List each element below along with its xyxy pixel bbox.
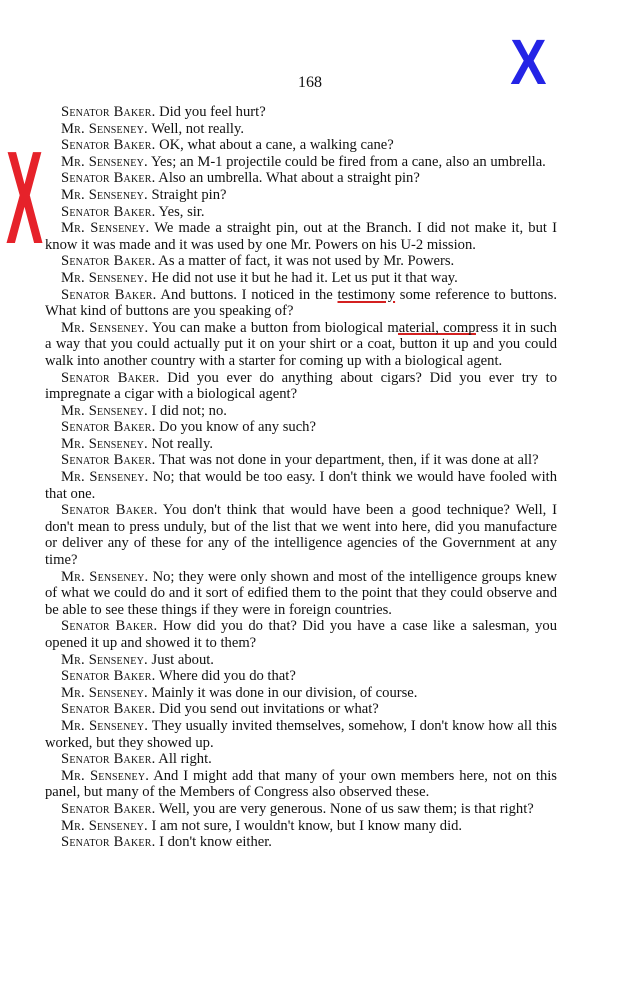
speaker-name: Mr. Senseney. xyxy=(61,269,148,286)
paragraph-13 xyxy=(45,370,557,403)
paragraph-text: Also an umbrella. What about a straight pin? xyxy=(155,170,420,187)
paragraph-17 xyxy=(45,452,557,469)
paragraph-12 xyxy=(45,320,557,370)
handwritten-x-mark-red: X xyxy=(6,124,43,271)
speaker-name: Senator Baker. xyxy=(61,701,156,718)
paragraph-text: That was not done in your department, then, if it was done at all? xyxy=(155,452,539,469)
paragraph-text: He did not use it but he had it. Let us put it that way. xyxy=(147,269,458,286)
paragraph-28 xyxy=(45,768,557,801)
speaker-name: Senator Baker. xyxy=(61,502,158,519)
speaker-name: Mr. Senseney. xyxy=(61,717,149,734)
paragraph-7 xyxy=(45,204,557,221)
speaker-name: Mr. Senseney. xyxy=(61,817,148,834)
paragraph-text: They usually invited themselves, somehow, I don't know how all this worked, but they showed up. xyxy=(45,717,557,751)
paragraph-24 xyxy=(45,685,557,702)
speaker-name: Senator Baker. xyxy=(61,203,156,220)
paragraph-text: You can make a button from biological material, compress it in such a way that you could actually put it on your shirt or a coat, button it up and you could walk into another country with a starter for coming up with a biological agent. xyxy=(45,319,557,369)
speaker-name: Mr. Senseney. xyxy=(61,319,149,336)
paragraph-text: Yes; an M-1 projectile could be fired from a cane, also an umbrella. xyxy=(147,153,546,170)
paragraph-27 xyxy=(45,751,557,768)
speaker-name: Senator Baker. xyxy=(61,104,156,120)
speaker-name: Mr. Senseney. xyxy=(61,684,148,701)
speaker-name: Mr. Senseney. xyxy=(61,153,148,170)
paragraph-23 xyxy=(45,668,557,685)
paragraph-5 xyxy=(45,170,557,187)
paragraph-30 xyxy=(45,818,557,835)
speaker-name: Mr. Senseney. xyxy=(61,767,150,784)
paragraph-21 xyxy=(45,618,557,651)
paragraph-text: Mainly it was done in our division, of course. xyxy=(147,684,418,701)
speaker-name: Senator Baker. xyxy=(61,751,156,768)
speaker-name: Senator Baker. xyxy=(61,170,156,187)
paragraph-text: Did you send out invitations or what? xyxy=(155,701,379,718)
paragraph-text: some reference to buttons. What kind of buttons are you speaking of? xyxy=(45,286,557,320)
paragraph-14 xyxy=(45,403,557,420)
paragraph-text: Straight pin? xyxy=(147,186,227,203)
paragraph-text: As a matter of fact, it was not used by Mr. Powers. xyxy=(155,253,455,270)
paragraph-text: And I might add that many of your own members here, not on this panel, but many of the Members of Congress also observed these. xyxy=(45,767,557,801)
handwritten-x-mark-blue: X xyxy=(510,26,547,98)
paragraph-20 xyxy=(45,569,557,619)
paragraph-18 xyxy=(45,469,557,502)
speaker-name: Senator Baker. xyxy=(61,253,156,270)
paragraph-29 xyxy=(45,801,557,818)
paragraph-text: Not really. xyxy=(147,435,213,452)
paragraph-text: I don't know either. xyxy=(155,834,272,851)
paragraph-text: Well, not really. xyxy=(147,120,244,137)
speaker-name: Senator Baker. xyxy=(61,618,158,635)
speaker-name: Senator Baker. xyxy=(61,137,156,154)
paragraph-text: Well, you are very generous. None of us saw them; is that right? xyxy=(155,800,534,817)
paragraph-22 xyxy=(45,652,557,669)
paragraph-text: Did you ever do anything about cigars? Did you ever try to impregnate a cigar with a biological agent? xyxy=(45,369,557,403)
paragraph-16 xyxy=(45,436,557,453)
speaker-name: Senator Baker. xyxy=(61,369,160,386)
paragraph-25 xyxy=(45,701,557,718)
paragraph-text: Did you feel hurt? xyxy=(155,104,266,120)
speaker-name: Mr. Senseney. xyxy=(61,435,148,452)
paragraph-19 xyxy=(45,502,557,568)
page-number: 168 xyxy=(298,74,322,91)
paragraph-text: We made a straight pin, out at the Branch. I did not make it, but I know it was made and it was used by one Mr. Powers on his U-2 mission. xyxy=(45,220,557,253)
paragraph-text: No; they were only shown and most of the intelligence groups knew of what we could do and it sort of edified them to the point that they could observe and be able to see these things if they were in foreign countries. xyxy=(45,568,557,618)
paragraph-text: I did not; no. xyxy=(147,402,227,419)
paragraph-10 xyxy=(45,270,557,287)
speaker-name: Mr. Senseney. xyxy=(61,568,149,585)
speaker-name: Senator Baker. xyxy=(61,452,156,469)
speaker-name: Senator Baker. xyxy=(61,834,156,851)
paragraph-text: All right. xyxy=(155,751,212,768)
speaker-name: Mr. Senseney. xyxy=(61,651,148,668)
speaker-name: Senator Baker. xyxy=(61,668,156,685)
paragraph-text: Do you know of any such? xyxy=(155,419,316,436)
paragraph-text: Where did you do that? xyxy=(155,668,296,685)
paragraph-9 xyxy=(45,253,557,270)
paragraph-11 xyxy=(45,287,557,320)
paragraph-2 xyxy=(45,121,557,138)
paragraph-text: No; that would be too easy. I don't think we would have fooled with that one. xyxy=(45,469,557,502)
speaker-name: Senator Baker. xyxy=(61,286,157,303)
speaker-name: Mr. Senseney. xyxy=(61,220,150,237)
paragraph-31 xyxy=(45,834,557,851)
underlined-word: testimony xyxy=(337,286,396,303)
paragraph-3 xyxy=(45,137,557,154)
paragraph-8 xyxy=(45,220,557,253)
paragraph-text: How did you do that? Did you have a case like a salesman, you opened it up and showed it to them? xyxy=(45,618,557,651)
paragraph-text: Just about. xyxy=(147,651,214,668)
speaker-name: Mr. Senseney. xyxy=(61,402,148,419)
speaker-name: Mr. Senseney. xyxy=(61,186,148,203)
paragraph-text: Yes, sir. xyxy=(155,203,205,220)
paragraph-text-lead: And buttons. I noticed in the xyxy=(156,286,338,303)
paragraph-text: You don't think that would have been a good technique? Well, I don't mean to press unduly, but of the list that we went into here, did you manufacture or deliver any of these for any of the intelligence agencies of the Government at any time? xyxy=(45,502,557,569)
paragraph-text: OK, what about a cane, a walking cane? xyxy=(155,137,394,154)
speaker-name: Senator Baker. xyxy=(61,419,156,436)
speaker-name: Mr. Senseney. xyxy=(61,120,148,137)
paragraph-text: I am not sure, I wouldn't know, but I know many did. xyxy=(147,817,463,834)
paragraph-1 xyxy=(45,104,557,121)
paragraph-26 xyxy=(45,718,557,751)
paragraph-15 xyxy=(45,419,557,436)
transcript-body xyxy=(45,104,557,851)
speaker-name: Mr. Senseney. xyxy=(61,469,149,486)
speaker-name: Senator Baker. xyxy=(61,800,156,817)
paragraph-4 xyxy=(45,154,557,171)
paragraph-6 xyxy=(45,187,557,204)
